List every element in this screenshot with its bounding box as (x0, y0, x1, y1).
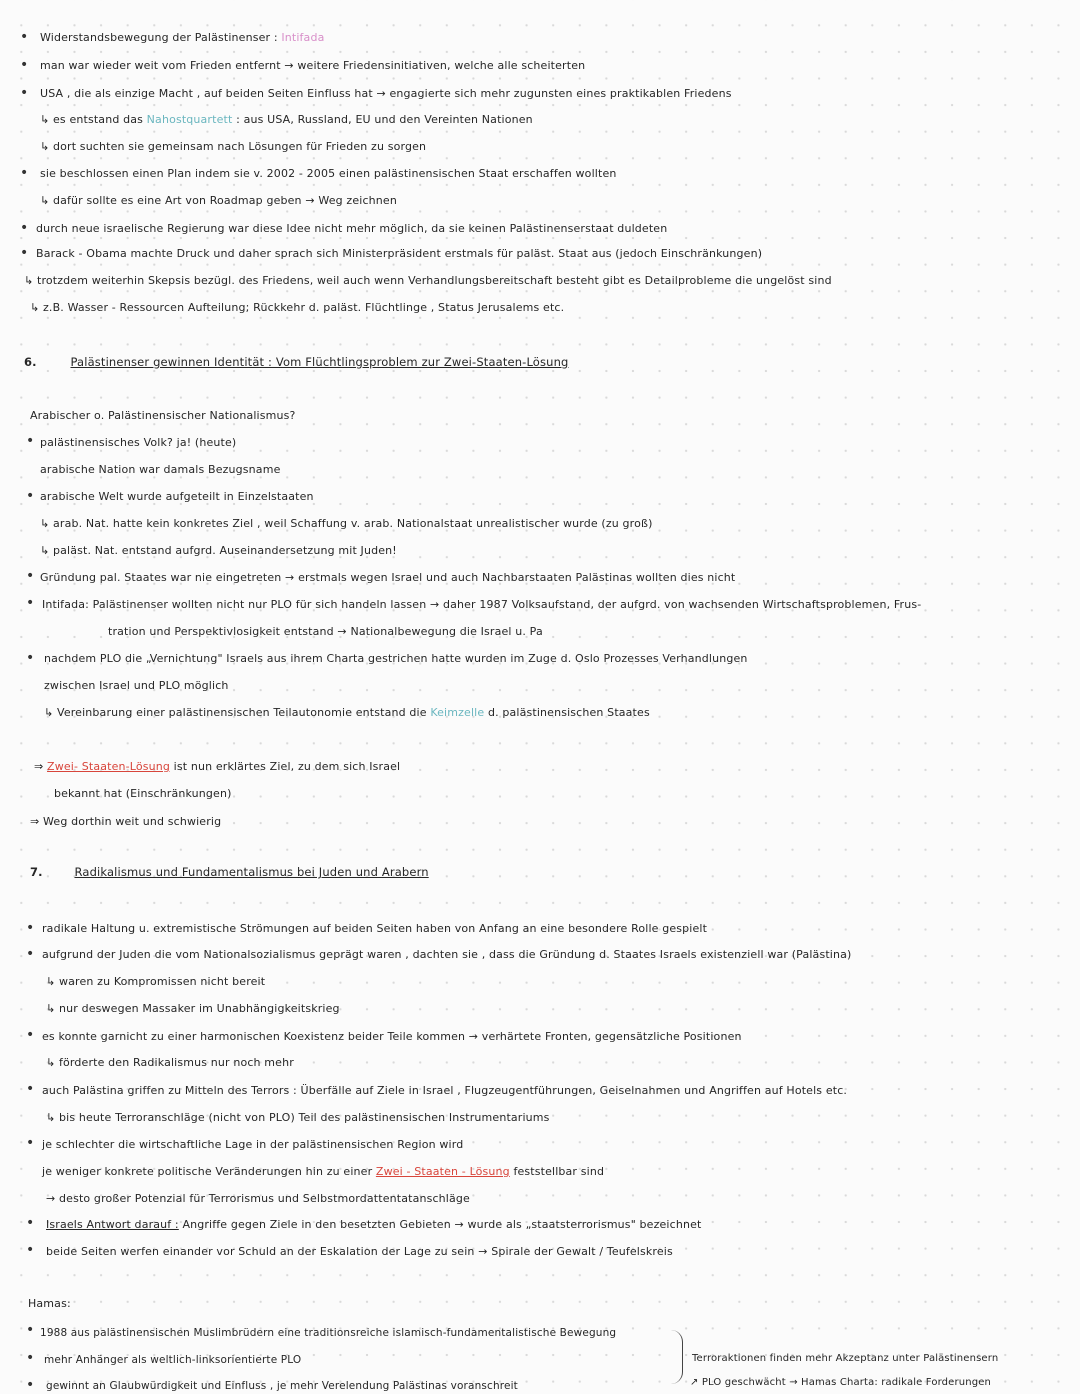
text: je weniger konkrete politische Veränderungen hin zu einer (42, 1165, 373, 1178)
note-line-teilautonomie (44, 706, 650, 720)
bullet: • (26, 920, 35, 936)
note-line-terror: auch Palästina griffen zu Mitteln des Terrors : Überfälle auf Ziele in Israel , Flugzeugentführungen, Geiselnahmen und Angriffen auf Hotels etc. (42, 1084, 848, 1097)
text: Israels Antwort darauf : (46, 1218, 179, 1231)
bullet: • (26, 1350, 35, 1366)
arrow: ⇒ (34, 760, 44, 773)
section-number: 6. (24, 355, 37, 369)
note-line-antwort (46, 1218, 701, 1232)
highlight-zwei-staaten-loesung: Zwei- Staaten-Lösung (47, 760, 170, 773)
hamas-heading: Hamas: (28, 1297, 71, 1310)
note-line-welt: arabische Welt wurde aufgeteilt in Einzelstaaten (40, 490, 314, 503)
note-line-gruendung: Gründung pal. Staates war nie eingetreten → erstmals wegen Israel und auch Nachbarstaaten Palästinas wollten dies nicht (40, 571, 736, 584)
note-line-ziel: ↳ arab. Nat. hatte kein konkretes Ziel , weil Schaffung v. arab. Nationalstaat unrealistischer wurde (zu groß) (40, 517, 653, 530)
note-line-hamas-right-2: ↗ PLO geschwächt → Hamas Charta: radikale Forderungen (690, 1377, 992, 1388)
bullet: • (26, 1135, 35, 1151)
note-line-skepsis: ↳ trotzdem weiterhin Skepsis bezügl. des Friedens, weil auch wenn Verhandlungsbereitschaft besteht gibt es Detailprobleme die ungelöst sind (24, 274, 832, 287)
note-line-regierung: durch neue israelische Regierung war diese Idee nicht mehr möglich, da sie keinen Palästinenserstaat duldeten (36, 222, 668, 235)
curly-brace (668, 1330, 683, 1384)
note-line-wirtschaft: je schlechter die wirtschaftliche Lage in der palästinensischen Region wird (42, 1138, 464, 1151)
note-line-frieden: man war wieder weit vom Frieden entfernt → weitere Friedensinitiativen, welche alle scheiterten (40, 59, 586, 72)
note-line-weg: ⇒ Weg dorthin weit und schwierig (30, 815, 222, 828)
bullet: • (26, 650, 35, 666)
bullet: • (26, 1322, 35, 1338)
bullet: • (26, 1081, 35, 1097)
note-line-plo-2: zwischen Israel und PLO möglich (44, 679, 229, 692)
bullet: • (26, 568, 35, 584)
note-line-obama: Barack - Obama machte Druck und daher sprach sich Ministerpräsident erstmals für paläst. Staat aus (jedoch Einschränkungen) (36, 247, 763, 260)
text: ↳ Vereinbarung einer palästinensischen Teilautonomie entstand die (44, 706, 427, 719)
note-line-nationalsozialismus: aufgrund der Juden die vom Nationalsozialismus geprägt waren , dachten sie , dass die Gründung d. Staates Israels existenziell war (Palästina) (42, 948, 852, 961)
bullet: • (20, 29, 29, 45)
note-line-plan: sie beschlossen einen Plan indem sie v. 2002 - 2005 einen palästinensischen Staat erschaffen wollten (40, 167, 617, 180)
note-line-bekannt: bekannt hat (Einschränkungen) (54, 787, 232, 800)
bullet: • (26, 488, 35, 504)
note-line-widerstand (40, 31, 324, 45)
note-line-roadmap: ↳ dafür sollte es eine Art von Roadmap geben → Weg zeichnen (40, 194, 397, 207)
note-line-haltung: radikale Haltung u. extremistische Strömungen auf beiden Seiten haben von Anfang an eine besondere Rolle gespielt (42, 922, 708, 935)
bullet: • (20, 85, 29, 101)
text: feststellbar sind (513, 1165, 605, 1178)
note-line-zwei-staaten (34, 760, 400, 774)
text: d. palästinensischen Staates (487, 706, 650, 719)
note-line-kompromisse: ↳ waren zu Kompromissen nicht bereit (46, 975, 266, 988)
note-line-loesungen: ↳ dort suchten sie gemeinsam nach Lösungen für Frieden zu sorgen (40, 140, 427, 153)
note-line-intifada-1: Intifada: Palästinenser wollten nicht nur PLO für sich handeln lassen → daher 1987 Volksaufstand, der aufgrd. von wachsenden Wirtschaftsproblemen, Frus- (42, 598, 922, 611)
note-line-hamas-2: mehr Anhänger als weltlich-linksorientierte PLO (44, 1354, 302, 1366)
bullet: • (20, 165, 29, 181)
bullet: • (26, 433, 35, 449)
bullet: • (20, 57, 29, 73)
note-line-anschlaege: ↳ bis heute Terroranschläge (nicht von PLO) Teil des palästinensischen Instrumentariums (46, 1111, 550, 1124)
bullet: • (26, 1377, 35, 1393)
text: Widerstandsbewegung der Palästinenser : (40, 31, 278, 44)
note-line-juden: ↳ paläst. Nat. entstand aufgrd. Auseinandersetzung mit Juden! (40, 544, 397, 557)
note-line-radikalismus: ↳ förderte den Radikalismus nur noch mehr (46, 1056, 294, 1069)
text: Angriffe gegen Ziele in den besetzten Gebieten → wurde als „staatsterrorismus" bezeichnet (182, 1218, 702, 1231)
bullet: • (20, 220, 29, 236)
note-line-hamas-right-1: Terroraktionen finden mehr Akzeptanz unter Palästinensern (692, 1353, 999, 1364)
note-line-nation: arabische Nation war damals Bezugsname (40, 463, 281, 476)
bullet: • (26, 1215, 35, 1231)
bullet: • (20, 245, 29, 261)
note-line-spirale: beide Seiten werfen einander vor Schuld an der Eskalation der Lage zu sein → Spirale der Gewalt / Teufelskreis (46, 1245, 673, 1258)
note-line-massaker: ↳ nur deswegen Massaker im Unabhängigkeitskrieg (46, 1002, 340, 1015)
text: ist nun erklärtes Ziel, zu dem sich Israel (173, 760, 401, 773)
bullet: • (26, 1242, 35, 1258)
text: : aus USA, Russland, EU und den Vereinten Nationen (236, 113, 533, 126)
section-number: 7. (30, 865, 43, 879)
note-line-intifada-2: tration und Perspektivlosigkeit entstand → Nationalbewegung die Israel u. Pa (108, 625, 543, 638)
highlight-intifada: Intifada (281, 31, 325, 44)
note-line-veraenderungen (42, 1165, 604, 1179)
highlight-nahostquartett: Nahostquartett (146, 113, 233, 126)
note-line-potenzial: → desto großer Potenzial für Terrorismus und Selbstmordattentatanschläge (46, 1192, 470, 1205)
bullet: • (26, 946, 35, 962)
note-line-wasser: ↳ z.B. Wasser - Ressourcen Aufteilung; Rückkehr d. paläst. Flüchtlinge , Status Jerusalems etc. (30, 301, 565, 314)
bullet: • (26, 1027, 35, 1043)
note-line-plo-1: nachdem PLO die „Vernichtung" Israels aus ihrem Charta gestrichen hatte wurden im Zuge d. Oslo Prozesses Verhandlungen (44, 652, 748, 665)
note-line-volk: palästinensisches Volk? ja! (heute) (40, 436, 237, 449)
note-line-nationalismus-question: Arabischer o. Palästinensischer Nationalismus? (30, 409, 296, 422)
note-line-quartett (40, 113, 533, 127)
section-title: Palästinenser gewinnen Identität : Vom Flüchtlingsproblem zur Zwei-Staaten-Lösung (70, 355, 569, 369)
note-line-hamas-3: gewinnt an Glaubwürdigkeit und Einfluss , je mehr Verelendung Palästinas voranschreit (46, 1380, 518, 1392)
bullet: • (26, 595, 35, 611)
note-line-hamas-1: 1988 aus palästinensischen Muslimbrüdern eine traditionsreiche islamisch-fundamentalistische Bewegung (40, 1327, 617, 1339)
text: ↳ es entstand das (40, 113, 144, 126)
section-6-heading (24, 355, 568, 369)
note-line-usa: USA , die als einzige Macht , auf beiden Seiten Einfluss hat → engagierte sich mehr zugunsten eines praktikablen Friedens (40, 87, 732, 100)
section-title: Radikalismus und Fundamentalismus bei Juden und Arabern (74, 865, 429, 879)
note-line-koexistenz: es konnte garnicht zu einer harmonischen Koexistenz beider Teile kommen → verhärtete Fronten, gegensätzliche Positionen (42, 1030, 742, 1043)
highlight-zwei-staaten-loesung: Zwei - Staaten - Lösung (375, 1165, 510, 1178)
section-7-heading (30, 865, 429, 879)
highlight-keimzelle: Keimzelle (430, 706, 485, 719)
